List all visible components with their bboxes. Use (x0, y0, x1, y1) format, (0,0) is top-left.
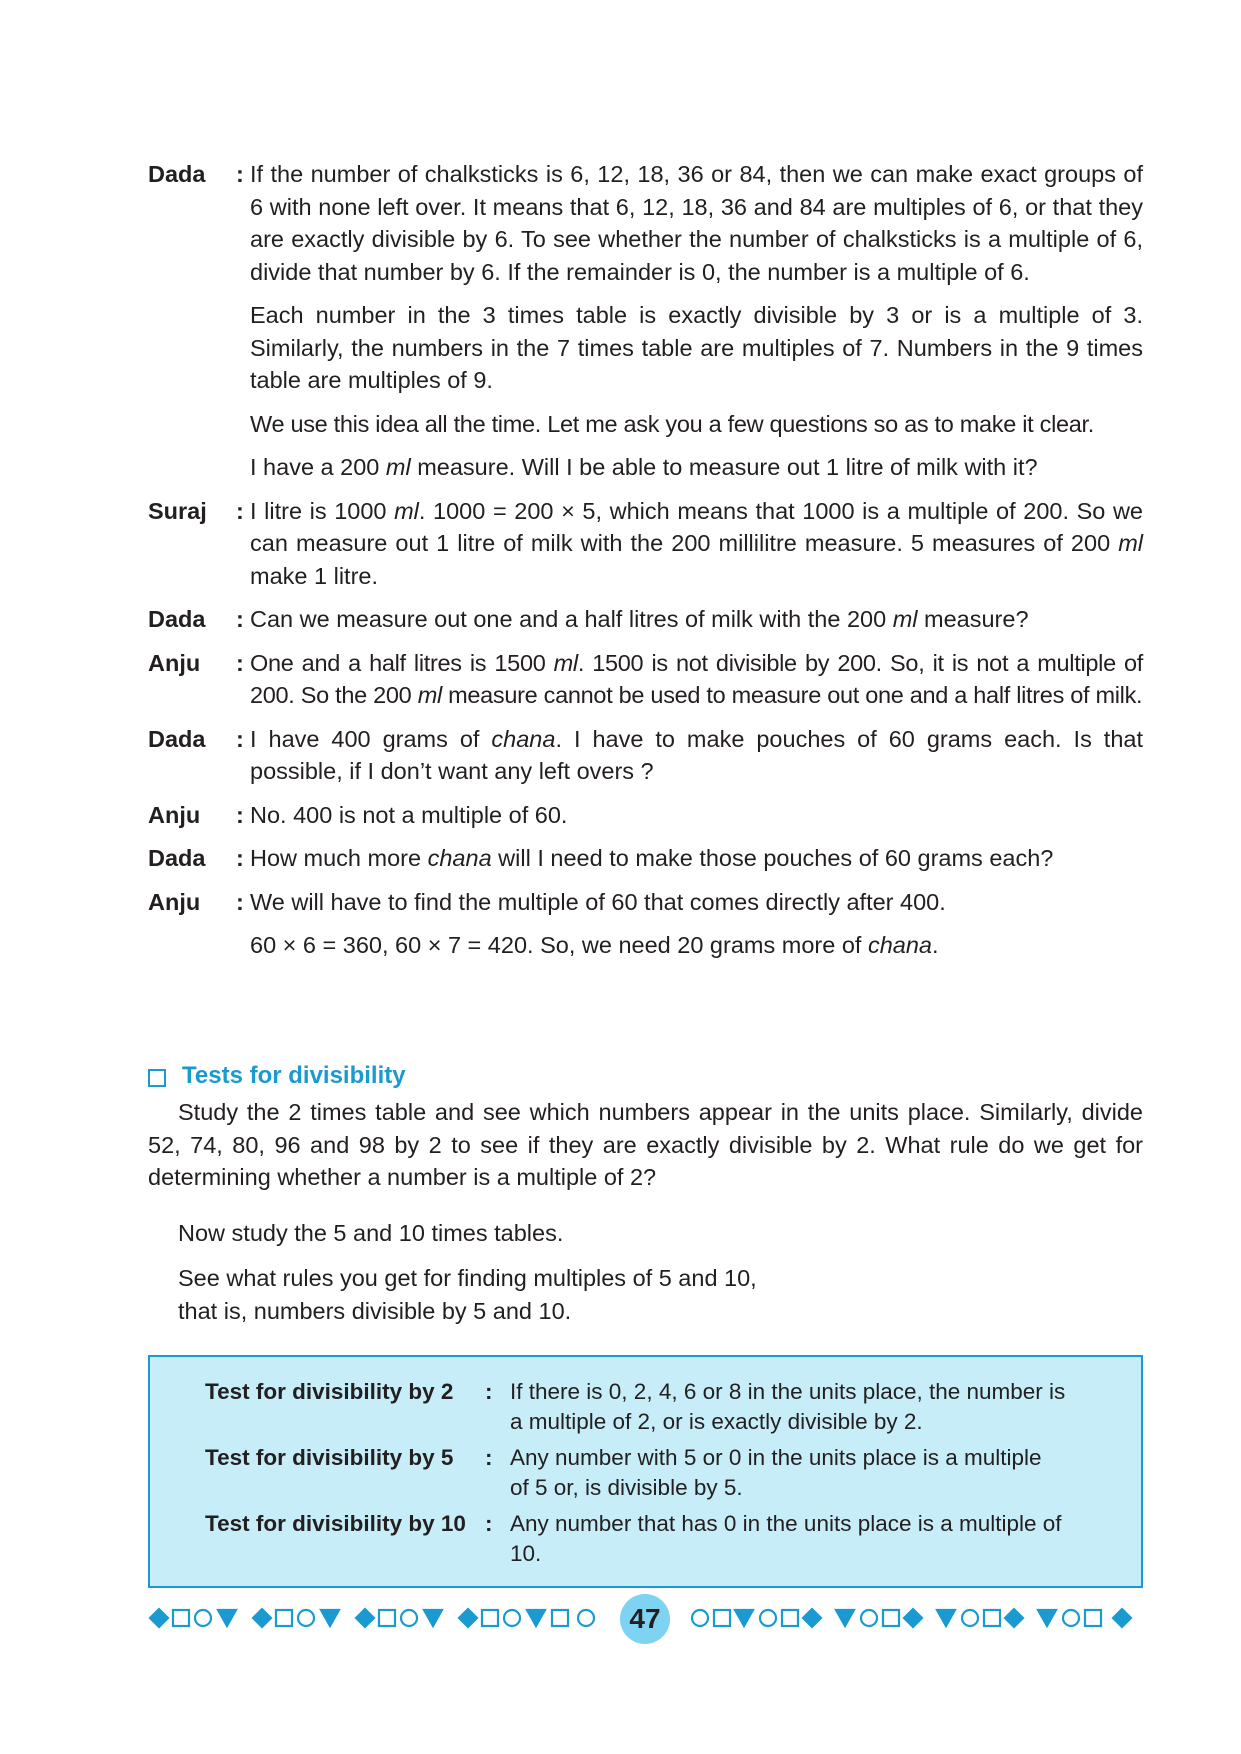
body-line: that is, numbers divisible by 5 and 10. (178, 1297, 572, 1324)
rule-text (510, 1443, 1090, 1503)
speaker-name: Anju (148, 888, 201, 915)
dialogue-text: No. 400 is not a multiple of 60. (250, 801, 568, 828)
dialogue-text: I litre is 1000 ml. 1000 = 200 × 5, which means that 1000 is a multiple of 200. So we can measure out 1 litre of milk with the 200 millilitre measure. 5 measures of 200 ml make 1 litre. (250, 497, 1143, 589)
dialogue-entry (148, 886, 1143, 962)
speaker-colon: : (236, 649, 244, 676)
speaker-name: Dada (148, 161, 206, 187)
rule-label: Test for divisibility by 10 (205, 1511, 466, 1536)
rule-colon: : (485, 1511, 493, 1536)
speaker-name: Dada (148, 606, 206, 632)
speaker-colon: : (236, 888, 244, 915)
speaker-name: Dada (148, 725, 206, 752)
dialogue-entry (148, 723, 1143, 788)
right-shape-ornament-icon (688, 1607, 1143, 1629)
rule-line: of 5 or, is divisible by 5. (510, 1475, 743, 1500)
dialogue-text: One and a half litres is 1500 ml. 1500 is not divisible by 200. So, it is not a multiple of 200. So the 200 ml measure cannot be used to measure out one and a half litres of milk. (250, 649, 1143, 708)
divisibility-rules-box (148, 1355, 1143, 1588)
rule-line: 10. (510, 1541, 542, 1566)
rule-line: a multiple of 2, or is exactly divisible by 2. (510, 1409, 923, 1434)
body-line: See what rules you get for finding multiples of 5 and 10, (178, 1265, 757, 1291)
dialogue-text: Can we measure out one and a half litres of milk with the 200 ml measure? (250, 606, 1029, 632)
speaker-name: Anju (148, 649, 201, 676)
body-paragraph (178, 1262, 1143, 1327)
body-paragraph: Now study the 5 and 10 times tables. (178, 1220, 564, 1246)
dialogue-entry (148, 495, 1143, 593)
rule-label: Test for divisibility by 2 (205, 1379, 454, 1404)
checkbox-square-icon (148, 1069, 166, 1087)
rule-line: Any number that has 0 in the units place is a multiple of (510, 1511, 1062, 1536)
dialogue-text: We use this idea all the time. Let me ask you a few questions so as to make it clear. (250, 410, 1095, 437)
dialogue-text: Each number in the 3 times table is exactly divisible by 3 or is a multiple of 3. Similarly, the numbers in the 7 times table are multiples of 7. Numbers in the 9 times table are multiples of 9. (250, 302, 1143, 393)
dialogue-text: If the number of chalksticks is 6, 12, 18, 36 or 84, then we can make exact groups of 6 with none left over. It means that 6, 12, 18, 36 and 84 are multiples of 6, or that they are exactly divisible by 6. To see whether the number of chalksticks is a multiple of 6, divide that number by 6. If the remainder is 0, the number is a multiple of 6. (250, 161, 1143, 285)
rule-label: Test for divisibility by 5 (205, 1445, 454, 1470)
left-shape-ornament-icon (148, 1607, 600, 1629)
rule-text (510, 1377, 1090, 1437)
dialogue-text: I have a 200 ml measure. Will I be able to measure out 1 litre of milk with it? (250, 454, 1038, 480)
rule-colon: : (485, 1445, 493, 1470)
dialogue-entry (148, 842, 1143, 875)
page-number: 47 (620, 1594, 670, 1644)
rule-colon: : (485, 1379, 493, 1404)
speaker-name: Suraj (148, 497, 207, 524)
dialogue-text: 60 × 6 = 360, 60 × 7 = 420. So, we need 20 grams more of chana. (250, 932, 939, 958)
dialogue-text: We will have to find the multiple of 60 that comes directly after 400. (250, 888, 946, 915)
dialogue-section (148, 158, 1143, 973)
speaker-colon: : (236, 606, 244, 632)
dialogue-entry (148, 799, 1143, 832)
rule-line: If there is 0, 2, 4, 6 or 8 in the units place, the number is (510, 1379, 1066, 1404)
dialogue-text: How much more chana will I need to make those pouches of 60 grams each? (250, 845, 1054, 871)
speaker-name: Dada (148, 845, 206, 871)
speaker-colon: : (236, 161, 244, 187)
speaker-name: Anju (148, 801, 201, 828)
rule-row (205, 1377, 1090, 1437)
rule-row (205, 1509, 1090, 1569)
section-heading (148, 1062, 406, 1090)
dialogue-entry (148, 603, 1143, 636)
section-heading-text: Tests for divisibility (182, 1062, 406, 1089)
speaker-colon: : (236, 725, 244, 752)
rule-text (510, 1509, 1090, 1569)
speaker-colon: : (236, 801, 244, 828)
dialogue-entry (148, 647, 1143, 712)
dialogue-text: I have 400 grams of chana. I have to make pouches of 60 grams each. Is that possible, if I don’t want any left overs ? (250, 725, 1143, 784)
dialogue-entry (148, 158, 1143, 484)
page-footer (148, 1593, 1143, 1645)
rule-row (205, 1443, 1090, 1503)
body-paragraph: Study the 2 times table and see which numbers appear in the units place. Similarly, divide 52, 74, 80, 96 and 98 by 2 to see if they are exactly divisible by 2. What rule do we get for determining whether a number is a multiple of 2? (148, 1099, 1143, 1190)
speaker-colon: : (236, 497, 244, 524)
speaker-colon: : (236, 845, 244, 871)
rule-line: Any number with 5 or 0 in the units place is a multiple (510, 1445, 1042, 1470)
